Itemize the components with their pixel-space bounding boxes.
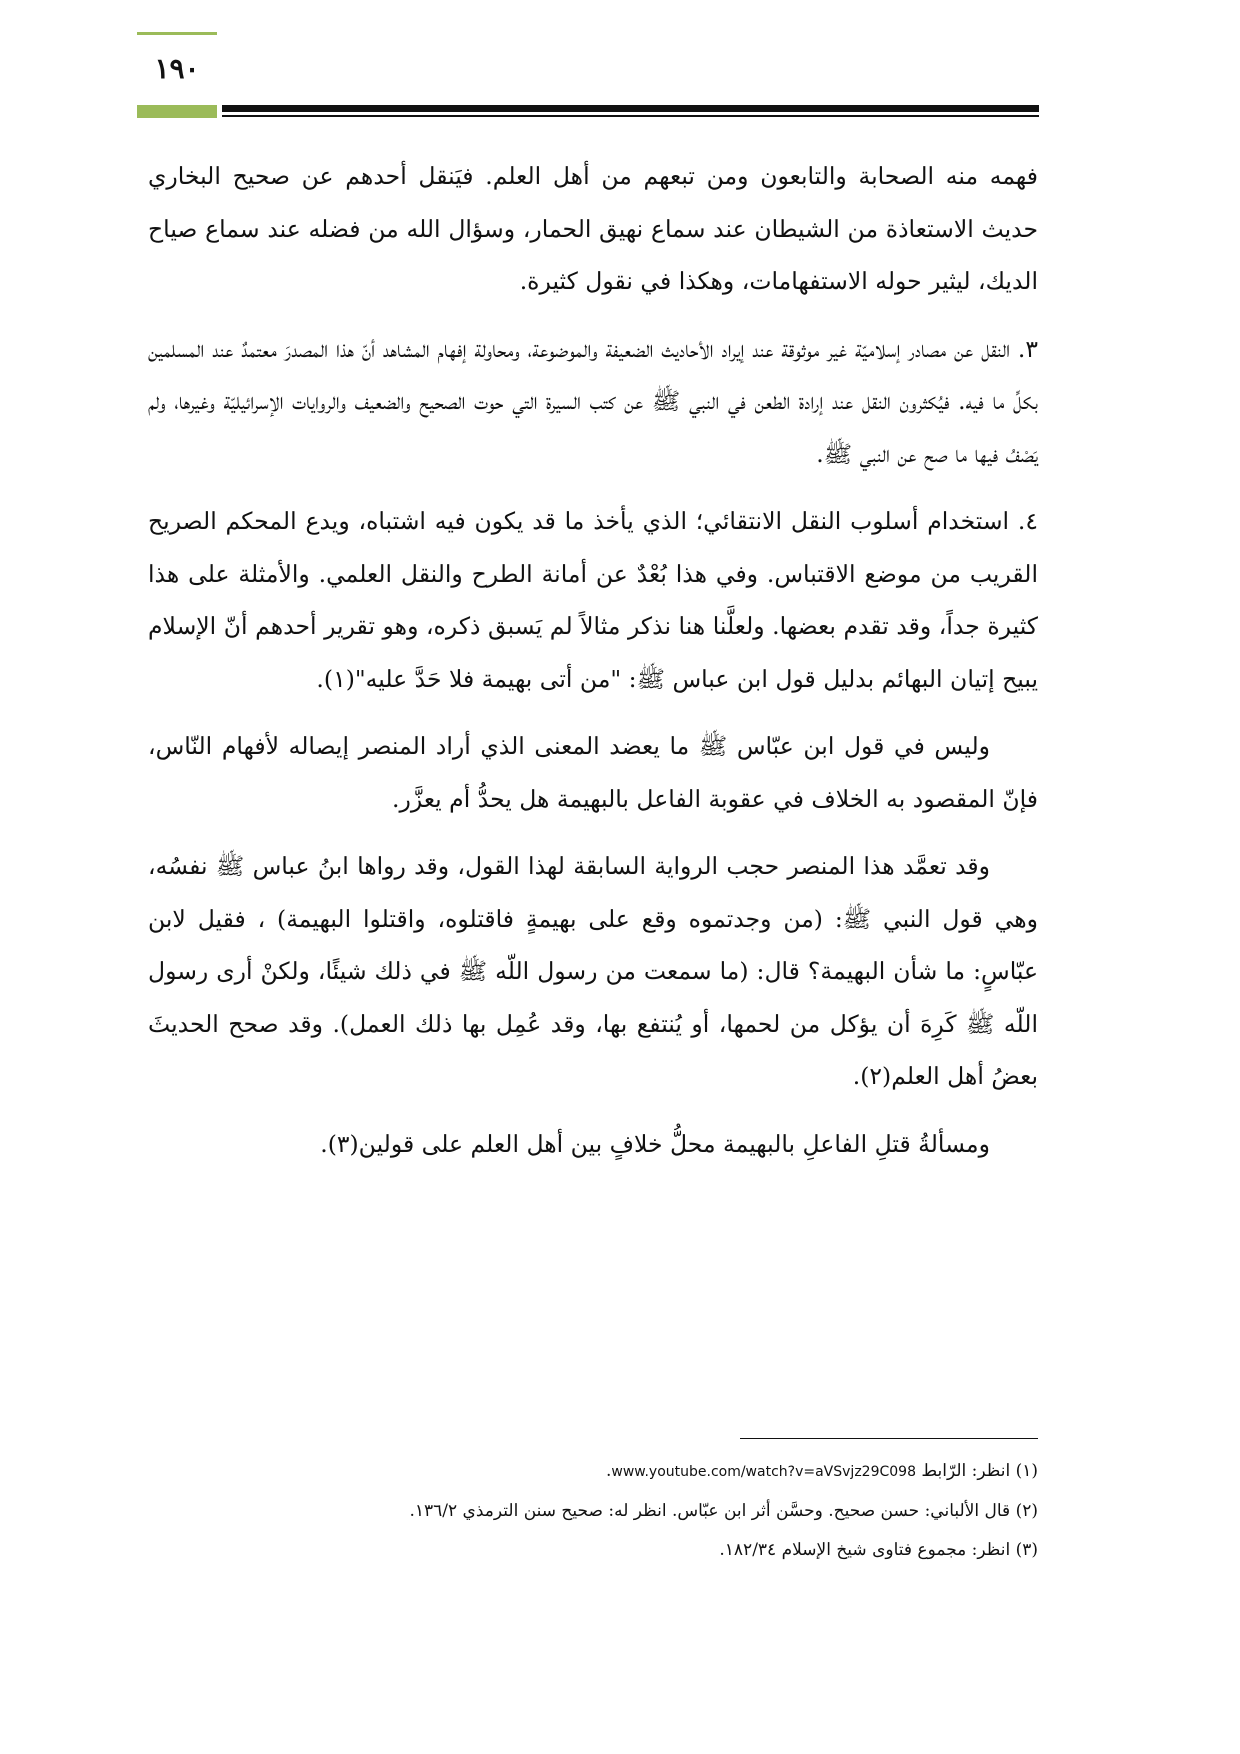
paragraph-1: فهمه منه الصحابة والتابعون ومن تبعهم من أهل العلم. فيَنقل أحدهم عن صحيح البخاري حديث الاستعاذة من الشيطان عند سماع نهيق الحمار، وسؤال الله من فضله عند سماع صياح الديك، ليثير حوله الاستفهامات، وهكذا في نقول كثيرة. bbox=[148, 162, 1038, 295]
header-accent-line bbox=[137, 32, 217, 35]
header-accent-block bbox=[137, 105, 217, 118]
footnote-3: (٣) انظر: مجموع فتاوى شيخ الإسلام ١٨٢/٣٤. bbox=[719, 1540, 1038, 1560]
paragraph-3: ٤. استخدام أسلوب النقل الانتقائي؛ الذي يأخذ ما قد يكون فيه اشتباه، ويدع المحكم الصريح القريب من موضع الاقتباس. وفي هذا بُعْدٌ عن أمانة الطرح والنقل العلمي. والأمثلة على هذا كثيرة جداً، وقد تقدم بعضها. ولعلَّنا هنا نذكر مثالاً لم يَسبق ذكره، وهو تقرير أحدهم أنّ الإسلام يبيح إتيان البهائم بدليل قول ابن عباس ﷺ: "من أتى بهيمة فلا حَدَّ عليه"(١). bbox=[148, 507, 1038, 693]
page-number: ١٩٠ bbox=[154, 52, 200, 85]
header-rule bbox=[222, 105, 1039, 112]
paragraph-6: ومسألةُ قتلِ الفاعلِ بالبهيمة محلُّ خلافٍ بين أهل العلم على قولين(٣). bbox=[320, 1129, 990, 1158]
footnote-separator bbox=[740, 1438, 1038, 1439]
header-rule-thin bbox=[222, 115, 1039, 117]
footnote-1-url[interactable]: www.youtube.com/watch?v=aVSvjz29C098 bbox=[611, 1464, 916, 1480]
footnote-1-prefix: (١) انظر: الرّابط bbox=[915, 1461, 1038, 1481]
footnote-1 bbox=[148, 1452, 1038, 1492]
paragraph-5: وقد تعمَّد هذا المنصر حجب الرواية السابقة لهذا القول، وقد رواها ابنُ عباس ﷺ نفسُه، وهي قول النبي ﷺ: (من وجدتموه وقع على بهيمةٍ فاقتلوه، واقتلوا البهيمة) ، فقيل لابن عبّاسٍ: ما شأن البهيمة؟ قال: (ما سمعت من رسول اللّه ﷺ في ذلك شيئًا، ولكنْ أرى رسول اللّه ﷺ كَرِهَ أن يؤكل من لحمها، أو يُنتفع بها، وقد عُمِل بها ذلك العمل). وقد صحح الحديثَ بعضُ أهل العلم(٢). bbox=[148, 852, 1038, 1090]
footnote-2: (٢) قال الألباني: حسن صحيح. وحسَّن أثر ابن عبّاس. انظر له: صحيح سنن الترمذي ١٣٦/٢. bbox=[409, 1501, 1038, 1521]
footnotes bbox=[148, 1452, 1038, 1570]
main-text bbox=[148, 150, 1038, 1185]
paragraph-4: وليس في قول ابن عبّاس ﷺ ما يعضد المعنى الذي أراد المنصر إيصاله لأفهام النّاس، فإنّ المقصود به الخلاف في عقوبة الفاعل بالبهيمة هل يحدُّ أم يعزَّر. bbox=[148, 732, 1038, 813]
paragraph-2: ٣. النقل عن مصادر إسلاميّة غير موثوقة عند إيراد الأحاديث الضعيفة والموضوعة، ومحاولة إفهام المشاهد أنّ هذا المصدرَ معتمدٌ عند المسلمين بكلِّ ما فيه. فيُكثرون النقل عند إرادة الطعن في النبي ﷺ عن كتب السيرة التي حوت الصحيح والضعيف والروايات الإسرائيليّة وغيرها، ولم يَصْفُ فيها ما صح عن النبي ﷺ. bbox=[148, 334, 1038, 468]
footnote-1-suffix: . bbox=[605, 1461, 612, 1481]
